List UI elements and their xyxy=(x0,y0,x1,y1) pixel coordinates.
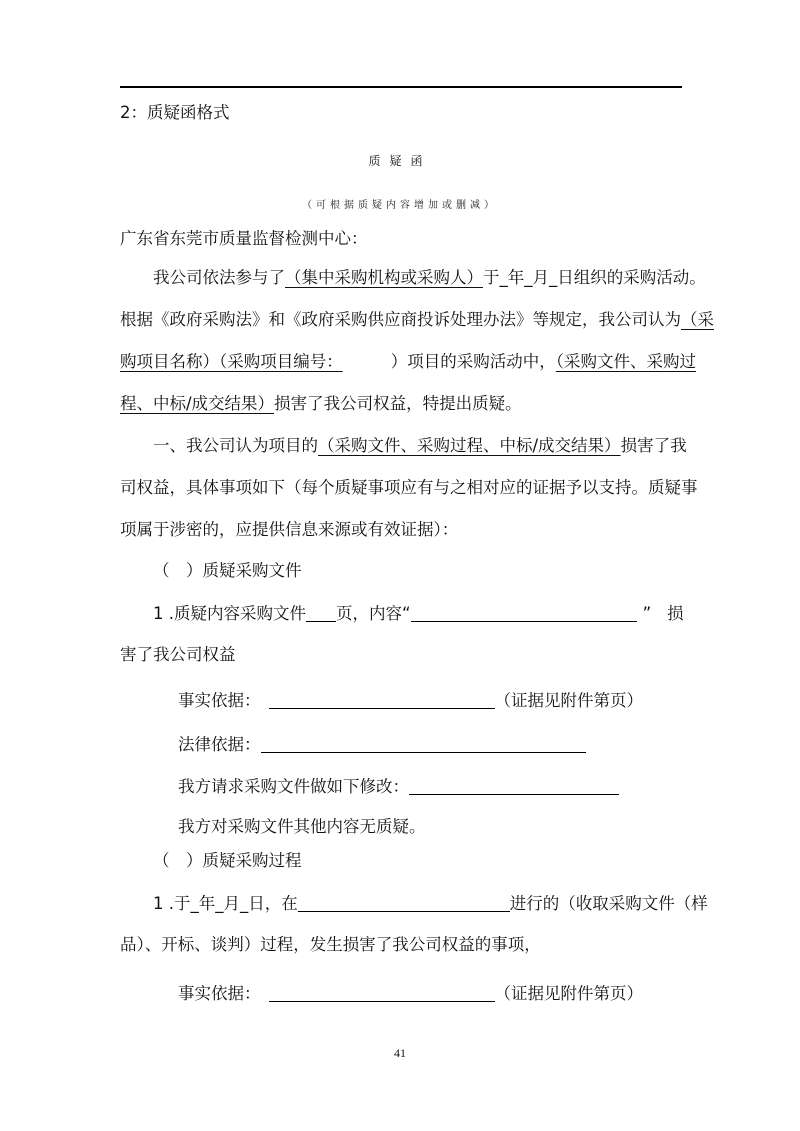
section-title: 2：质疑函格式 xyxy=(120,103,230,122)
objection-scope-blank-cont: 程、中标/成交结果） xyxy=(120,394,275,413)
intro-line-1 xyxy=(153,268,706,288)
section-a-request: 我方请求采购文件做如下修改： xyxy=(178,776,619,797)
section-b-item1: 1 .于_年_月_日，在 进行的（收取采购文件（样 xyxy=(153,894,708,913)
intro-line-4 xyxy=(120,394,522,414)
modification-request-blank[interactable] xyxy=(409,776,619,795)
point1-scope-blank: （采购文件、采购过程、中标/成交结果） xyxy=(318,436,621,455)
intro-text: 于_年_月_日组织的采购活动。 xyxy=(483,268,706,287)
intro-line-2 xyxy=(120,310,714,330)
section-a-heading: （ ）质疑采购文件 xyxy=(153,561,302,580)
fact-basis-blank[interactable] xyxy=(269,983,495,1002)
purchaser-blank: （集中采购机构或采购人） xyxy=(285,268,483,287)
section-b-heading: （ ）质疑采购过程 xyxy=(153,851,302,870)
page-blank[interactable] xyxy=(306,603,336,622)
header-rule xyxy=(120,86,682,88)
letter-subtitle xyxy=(0,193,800,212)
project-name-blank: （采 xyxy=(681,310,714,329)
intro-text: ）项目的采购活动中， xyxy=(390,352,556,371)
section-a-item1-line2: 害了我公司权益 xyxy=(120,645,236,664)
section-b-item1-line2: 品）、开标、谈判）过程，发生损害了我公司权益的事项， xyxy=(120,935,541,954)
addressee: 广东省东莞市质量监督检测中心： xyxy=(120,229,368,248)
intro-text: 根据《政府采购法》和《政府采购供应商投诉处理办法》等规定，我公司认为 xyxy=(120,310,681,329)
section-b-fact: 事实依据： （证据见附件第页） xyxy=(178,984,643,1003)
location-blank[interactable] xyxy=(298,893,510,912)
point1-line-1: 一、我公司认为项目的（采购文件、采购过程、中标/成交结果）损害了我 xyxy=(153,436,687,455)
section-a-no-objection: 我方对采购文件其他内容无质疑。 xyxy=(178,817,426,836)
intro-line-3 xyxy=(120,352,696,372)
intro-text: 损害了我公司权益，特提出质疑。 xyxy=(274,394,522,413)
letter-title-text: 质疑函 xyxy=(368,154,432,168)
point1-line-3: 项属于涉密的，应提供信息来源或有效证据）： xyxy=(120,520,459,539)
legal-basis-blank[interactable] xyxy=(261,734,586,753)
point1-line-2: 司权益，具体事项如下（每个质疑事项应有与之相对应的证据予以支持。质疑事 xyxy=(120,478,698,497)
content-blank[interactable] xyxy=(411,603,637,622)
project-code-blank: 购项目名称）（采购项目编号： xyxy=(120,352,343,371)
letter-title xyxy=(0,150,800,169)
intro-text: 我公司依法参与了 xyxy=(153,268,285,287)
section-a-item1: 1 .质疑内容采购文件 页，内容“ ” 损 xyxy=(153,604,684,623)
letter-subtitle-text: （可根据质疑内容增加或删减） xyxy=(302,200,498,211)
page-number: 41 xyxy=(394,1046,406,1060)
objection-scope-blank: （采购文件、采购过 xyxy=(555,352,696,371)
fact-basis-blank[interactable] xyxy=(269,690,495,709)
section-a-law: 法律依据： xyxy=(178,734,586,755)
section-a-fact: 事实依据： （证据见附件第页） xyxy=(178,691,643,710)
